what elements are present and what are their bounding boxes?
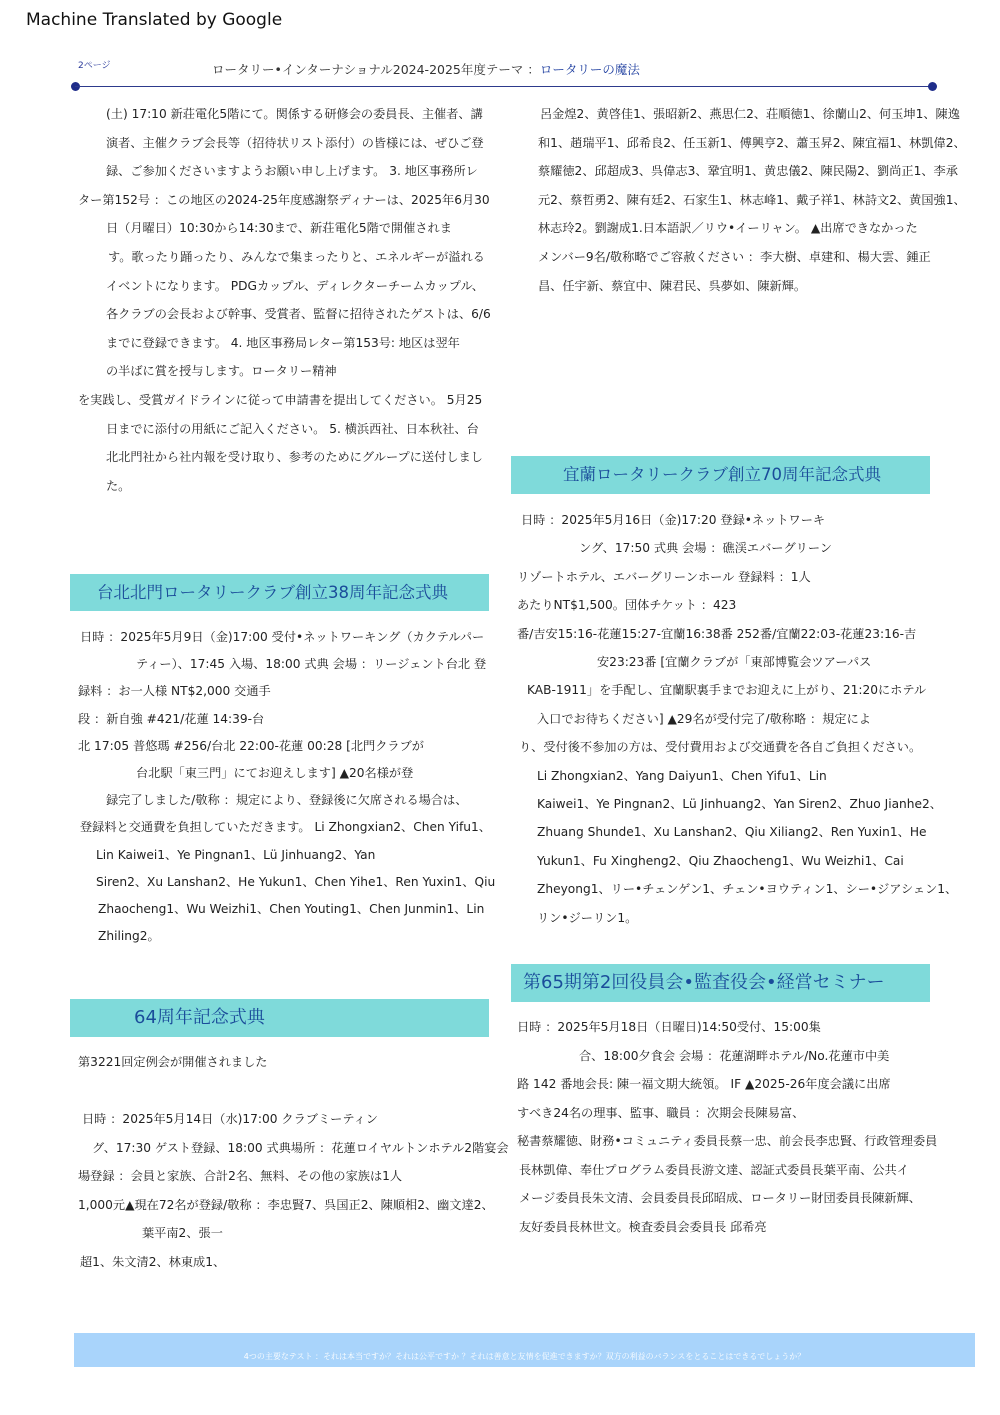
text-line: 日時 ：2025年5月14日（水)17:00 クラブミーティン bbox=[82, 1112, 378, 1126]
text-line: 呂金煌2、黄啓佳1、張昭新2、燕思仁2、荘順徳1、徐蘭山2、何玉坤1、陳逸 bbox=[540, 107, 960, 121]
header-theme bbox=[212, 60, 640, 78]
text-line: Zhiling2。 bbox=[98, 929, 160, 944]
header-rule bbox=[75, 86, 932, 87]
text-line: 場登録 ：会員と家族、合計2名、無料、その他の家族は1人 bbox=[78, 1169, 403, 1183]
text-line: Kaiwei1、Ye Pingnan2、Lü Jinhuang2、Yan Siren2、Zhuo Jianhe2、 bbox=[537, 797, 942, 812]
text-line: Yukun1、Fu Xingheng2、Qiu Zhaocheng1、Wu Weizhi1、Cai bbox=[537, 853, 904, 868]
text-line: 日時 ：2025年5月9日（金)17:00 受付•ネットワーキング（カクテルパー bbox=[80, 630, 485, 644]
text-line: 蔡耀徳2、邱超成3、呉偉志3、鞏宜明1、黄忠儀2、陳民陽2、劉尚正1、李承 bbox=[538, 164, 958, 179]
text-line: 第3221回定例会が開催されました bbox=[78, 1055, 268, 1069]
text-line: 録、ご参加くださいますようお願い申し上げます。 3. 地区事務所レ bbox=[106, 164, 478, 179]
section-title-board-meeting: 第65期第2回役員会•監査役会•経営セミナー bbox=[511, 964, 930, 1002]
text-line: リン•ジーリン1。 bbox=[537, 910, 638, 925]
text-line: 番/吉安15:16-花蓮15:27-宜蘭16:38番 252番/宜蘭22:03-花蓮23:16-吉 bbox=[517, 626, 917, 641]
section-title-yilan: 宜蘭ロータリークラブ創立70周年記念式典 bbox=[511, 456, 930, 494]
text-line: 和1、趙瑞平1、邱希良2、任玉新1、傅興亨2、蕭玉昇2、陳宜福1、林凱偉2、 bbox=[538, 135, 966, 150]
text-line: イベントになります。 PDGカップル、ディレクターチームカップル、 bbox=[106, 278, 484, 293]
text-line: 録料 ：お一人様 NT$2,000 交通手 bbox=[78, 684, 271, 699]
text-line: 演者、主催クラブ会長等（招待状リスト添付）の皆様には、ぜひご登 bbox=[106, 135, 484, 150]
text-line: 各クラブの会長および幹事、受賞者、監督に招待されたゲストは、6/6 bbox=[106, 307, 491, 322]
text-line: 林志玲2。劉謝成1.日本語訳／リウ•イーリャン。 ▲出席できなかった bbox=[538, 221, 918, 236]
text-line: 日時 ：2025年5月16日（金)17:20 登録•ネットワーキ bbox=[521, 513, 826, 527]
header-rule-dot-right bbox=[928, 82, 937, 91]
text-line: リゾートホテル、エバーグリーンホール 登録料 ：1人 bbox=[517, 569, 811, 584]
text-line: ター第152号 ：この地区の2024-25年度感謝祭ディナーは、2025年6月30 bbox=[78, 192, 490, 207]
text-line: ング、17:50 式典 会場 ：礁渓エバーグリーン bbox=[579, 541, 832, 556]
text-line: 超1、朱文清2、林東成1、 bbox=[80, 1254, 226, 1269]
section-body-board-meeting bbox=[517, 1013, 938, 1241]
text-line: Lin Kaiwei1、Ye Pingnan1、Lü Jinhuang2、Yan bbox=[96, 847, 376, 862]
text-line: 入口でお待ちください] ▲29名が受付完了/敬称略 ：規定によ bbox=[537, 711, 871, 726]
text-line: グ、17:30 ゲスト登録、18:00 式典場所 ：花蓮ロイヤルトンホテル2階宴会 bbox=[92, 1140, 509, 1155]
machine-translation-note: Machine Translated by Google bbox=[26, 10, 283, 30]
text-line: までに登録できます。 4. 地区事務局レター第153号: 地区は翌年 bbox=[106, 335, 460, 350]
section-body-taipei-beimen bbox=[78, 624, 496, 950]
text-line: の半ばに賞を授与します。ロータリー精神 bbox=[106, 364, 337, 379]
text-line: 段 ：新自強 #421/花蓮 14:39-台 bbox=[78, 711, 265, 726]
text-line: Siren2、Xu Lanshan2、He Yukun1、Chen Yihe1、Ren Yuxin1、Qiu bbox=[96, 874, 496, 889]
text-line: 安23:23番 [宜蘭クラブが「東部博覧会ツアーパス bbox=[597, 655, 872, 670]
text-line: Li Zhongxian2、Yang Daiyun1、Chen Yifu1、Lin bbox=[537, 768, 827, 783]
left-column-text bbox=[78, 100, 491, 500]
section-body-64th-anniversary bbox=[78, 1048, 509, 1276]
text-line: すべき24名の理事、監事、職員 ：次期会長陳易富、 bbox=[517, 1105, 805, 1120]
text-line: 葉平南2、張一 bbox=[142, 1226, 223, 1240]
text-line: 北 17:05 普悠瑪 #256/台北 22:00-花蓮 00:28 [北門クラブが bbox=[78, 738, 424, 753]
text-line: KAB-1911」を手配し、宜蘭駅裏手までお迎えに上がり、21:20にホテル bbox=[527, 683, 927, 698]
text-line: 台北駅「東三門」にてお迎えします] ▲20名様が登 bbox=[136, 766, 414, 781]
right-column-text bbox=[518, 100, 966, 300]
text-line: ティー）、17:45 入場、18:00 式典 会場 ：リージェント台北 登 bbox=[136, 657, 487, 672]
section-title-taipei-beimen: 台北北門ロータリークラブ創立38周年記念式典 bbox=[70, 574, 489, 611]
text-line: 元2、蔡哲勇2、陳有廷2、石家生1、林志峰1、戴子祥1、林詩文2、黄国強1、 bbox=[538, 192, 966, 207]
text-line: を実践し、受賞ガイドラインに従って申請書を提出してください。 5月25 bbox=[78, 392, 483, 407]
text-line: 長林凱偉、奉仕プログラム委員長游文達、認証式委員長葉平南、公共イ bbox=[519, 1162, 909, 1177]
text-line bbox=[78, 1077, 490, 1106]
text-line: す。歌ったり踊ったり、みんなで集まったりと、エネルギーが溢れる bbox=[108, 249, 485, 264]
text-line: あたりNT$1,500。団体チケット ：423 bbox=[517, 598, 737, 613]
text-line: メージ委員長朱文清、会員委員長邱昭成、ロータリー財団委員長陳新輝、 bbox=[519, 1191, 921, 1205]
text-line: た。 bbox=[106, 478, 131, 493]
text-line: 日（月曜日）10:30から14:30まで、新荘電化5階で開催されま bbox=[106, 221, 452, 236]
section-body-yilan bbox=[517, 506, 958, 932]
text-line: 1,000元▲現在72名が登録/敬称 ：李忠賢7、呉国正2、陳順相2、幽文達2、 bbox=[78, 1197, 494, 1212]
text-line: 秘書蔡耀徳、財務•コミュニティ委員長蔡一忠、前会長李忠賢、行政管理委員 bbox=[517, 1134, 938, 1148]
text-line: Zheyong1、リー•チェンゲン1、チェン•ヨウティン1、シー•ジアシェン1、 bbox=[537, 882, 958, 897]
text-line: Zhuang Shunde1、Xu Lanshan2、Qiu Xiliang2、Ren Yuxin1、He bbox=[537, 825, 927, 840]
text-line: 北北門社から社内報を受け取り、参考のためにグループに送付しまし bbox=[106, 450, 483, 465]
text-line: 日時 ：2025年5月18日（日曜日)14:50受付、15:00集 bbox=[517, 1020, 821, 1034]
text-line: 録完了しました/敬称 ：規定により、登録後に欠席される場合は、 bbox=[106, 793, 468, 808]
text-line: (土) 17:10 新荘電化5階にて。関係する研修会の委員長、主催者、講 bbox=[106, 107, 483, 121]
text-line: Zhaocheng1、Wu Weizhi1、Chen Youting1、Chen Junmin1、Lin bbox=[98, 902, 485, 917]
text-line: 日までに添付の用紙にご記入ください。 5. 横浜西社、日本秋社、台 bbox=[106, 421, 479, 436]
text-line: 路 142 番地会長: 陳一福文期大統領。 IF ▲2025-26年度会議に出席 bbox=[517, 1077, 891, 1091]
text-line: 登録料と交通費を負担していただきます。 Li Zhongxian2、Chen Yifu1、 bbox=[80, 820, 491, 835]
theme-highlight: ロータリーの魔法 bbox=[539, 62, 640, 77]
section-title-64th-anniversary: 64周年記念式典 bbox=[70, 999, 489, 1037]
text-line: メンバー9名/敬称略でご容赦ください ：李大樹、卓建和、楊大雲、鍾正 bbox=[538, 249, 931, 264]
theme-prefix: ロータリー•インターナショナル2024-2025年度テーマ ： bbox=[212, 62, 540, 77]
text-line: り、受付後不参加の方は、受付費用および交通費を各自ご負担ください。 bbox=[519, 740, 922, 755]
four-way-test-footer: 4つの主要なテスト ：それは本当ですか？それは公平ですか ？それは善意と友情を促進できますか？双方の利益のバランスをとることはできるでしょうか？ bbox=[74, 1333, 975, 1367]
text-line: 合、18:00夕食会 会場 ：花蓮湖畔ホテル/No.花蓮市中美 bbox=[579, 1048, 890, 1063]
text-line: 昌、任宇新、蔡宜中、陳君民、呉夢如、陳新輝。 bbox=[538, 278, 807, 293]
text-line: 友好委員長林世文。検査委員会委員長 邱希亮 bbox=[519, 1219, 767, 1234]
page-number: 2ページ bbox=[78, 61, 111, 71]
